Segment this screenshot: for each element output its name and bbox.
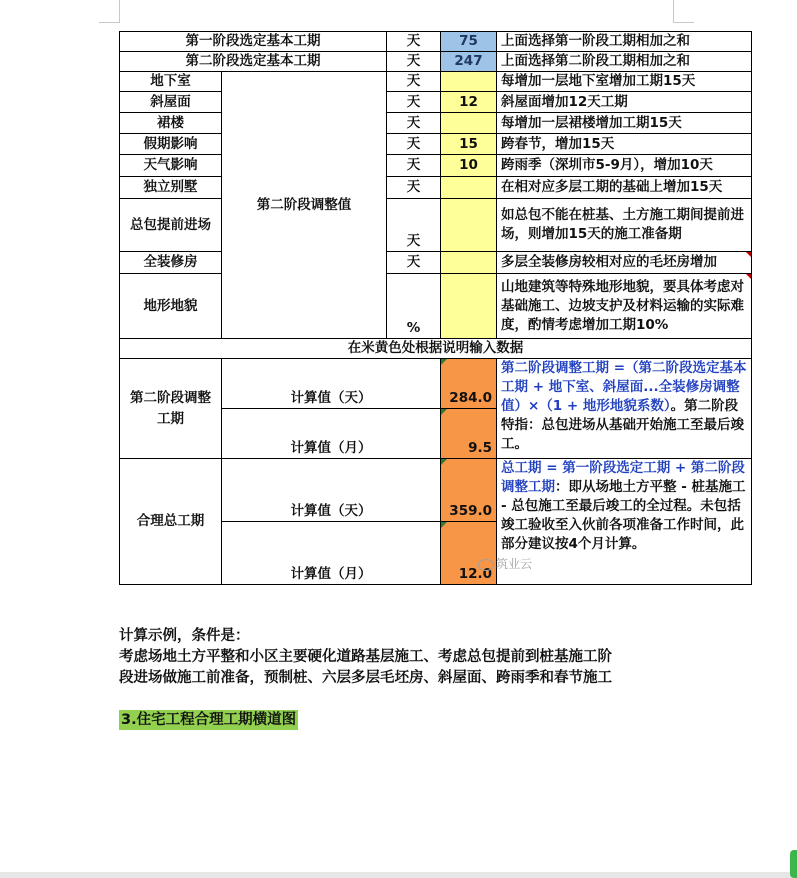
side-widget[interactable] — [790, 850, 797, 878]
watermark-text: 筑业云 — [496, 557, 533, 571]
chat-bubble-icon — [478, 559, 494, 571]
unit-cell: 天 — [387, 72, 441, 92]
unit-cell: 天 — [387, 177, 441, 199]
calc-label: 计算值（月） — [222, 522, 441, 585]
table-row — [120, 155, 752, 177]
row-label: 第一阶段选定基本工期 — [120, 32, 387, 52]
desc-cell: 斜屋面增加12天工期 — [497, 92, 752, 113]
table-row — [120, 32, 752, 52]
unit-cell: 天 — [387, 134, 441, 155]
input-cell[interactable]: 12 — [441, 92, 497, 113]
unit-cell: 天 — [387, 92, 441, 113]
row-label: 独立别墅 — [120, 177, 222, 199]
input-cell[interactable]: 15 — [441, 134, 497, 155]
table-row — [120, 72, 752, 92]
row-label: 假期影响 — [120, 134, 222, 155]
cell-marker — [441, 522, 447, 528]
cell-marker — [441, 459, 447, 465]
unit-cell: % — [387, 274, 441, 339]
page-corner-mark-right — [673, 0, 694, 23]
input-cell[interactable] — [441, 72, 497, 92]
table-row — [120, 252, 752, 274]
input-cell[interactable] — [441, 199, 497, 252]
table-row — [120, 459, 752, 522]
table-row — [120, 339, 752, 359]
desc-cell: 在相对应多层工期的基础上增加15天 — [497, 177, 752, 199]
total-formula: 总工期 = 第一阶段选定工期 + 第二阶段调整工期 — [501, 460, 745, 495]
cell-marker — [441, 409, 447, 415]
watermark — [478, 555, 532, 572]
desc-cell: 如总包不能在桩基、土方施工期间提前进场，则增加15天的施工准备期 — [497, 199, 752, 252]
desc-cell: 山地建筑等特殊地形地貌，要具体考虑对基础施工、边坡支护及材料运输的实际难度，酌情考虑增加工期10% — [497, 274, 752, 339]
calc-label: 计算值（天） — [222, 359, 441, 409]
cell-marker — [441, 359, 447, 365]
unit-cell: 天 — [387, 32, 441, 52]
desc-cell: 上面选择第一阶段工期相加之和 — [497, 32, 752, 52]
example-notes — [119, 626, 719, 689]
desc-cell: 跨雨季（深圳市5-9月），增加10天 — [497, 155, 752, 177]
total-note — [497, 459, 752, 585]
table-row — [120, 274, 752, 339]
desc-cell: 多层全装修房较相对应的毛坯房增加 — [497, 252, 752, 274]
row-label: 裙楼 — [120, 113, 222, 134]
table-row — [120, 52, 752, 72]
calc-value — [441, 359, 497, 409]
notes-line: 段进场做施工前准备，预制桩、六层多层毛坯房、斜屋面、跨雨季和春节施工 — [119, 670, 612, 686]
row-label: 斜屋面 — [120, 92, 222, 113]
table-row — [120, 113, 752, 134]
input-cell[interactable] — [441, 113, 497, 134]
calc-value — [441, 459, 497, 522]
table-row — [120, 177, 752, 199]
unit-cell: 天 — [387, 199, 441, 252]
input-cell[interactable] — [441, 252, 497, 274]
value-cell[interactable]: 75 — [441, 32, 497, 52]
page-bottom-edge — [0, 872, 797, 878]
unit-cell: 天 — [387, 113, 441, 134]
calc-value-text: 284.0 — [449, 390, 492, 406]
row-label: 总包提前进场 — [120, 199, 222, 252]
row-label: 全装修房 — [120, 252, 222, 274]
calc-value-text: 9.5 — [468, 440, 492, 456]
input-cell[interactable] — [441, 274, 497, 339]
unit-cell: 天 — [387, 52, 441, 72]
desc-cell: 每增加一层裙楼增加工期15天 — [497, 113, 752, 134]
calc-value — [441, 409, 497, 459]
calc-value — [441, 522, 497, 585]
calc-label: 计算值（天） — [222, 459, 441, 522]
calc-value-text: 359.0 — [449, 503, 492, 519]
stage2-label: 第二阶段调整工期 — [120, 359, 222, 459]
desc-cell: 跨春节，增加15天 — [497, 134, 752, 155]
table-row — [120, 134, 752, 155]
page-corner-mark-left — [99, 0, 120, 23]
schedule-table — [119, 31, 752, 585]
table-row — [120, 92, 752, 113]
total-explain: ：即从场地土方平整 - 桩基施工 - 总包施工至最后竣工的全过程。未包括竣工验收至入伙前各项准备工作时间，此部分建议按4个月计算。 — [501, 479, 746, 552]
desc-cell: 上面选择第二阶段工期相加之和 — [497, 52, 752, 72]
total-label: 合理总工期 — [120, 459, 222, 585]
table-row — [120, 359, 752, 409]
row-label: 地下室 — [120, 72, 222, 92]
stage2-explain: 。第二阶段特指：总包进场从基础开始施工至最后竣工。 — [501, 398, 744, 452]
row-label: 第二阶段选定基本工期 — [120, 52, 387, 72]
table-row — [120, 199, 752, 252]
value-cell[interactable]: 247 — [441, 52, 497, 72]
calc-label: 计算值（月） — [222, 409, 441, 459]
calc-value-text: 12.0 — [458, 566, 492, 582]
stage2-formula: 第二阶段调整工期 =（第二阶段选定基本工期 + 地下室、斜屋面...全装修房调整值）×（1 + 地形地貌系数） — [501, 360, 747, 414]
input-cell[interactable]: 10 — [441, 155, 497, 177]
row-label: 地形地貌 — [120, 274, 222, 339]
input-cell[interactable] — [441, 177, 497, 199]
input-hint: 在米黄色处根据说明输入数据 — [120, 339, 752, 359]
unit-cell: 天 — [387, 155, 441, 177]
stage2-note — [497, 359, 752, 459]
row-label: 天气影响 — [120, 155, 222, 177]
notes-line: 考虑场地土方平整和小区主要硬化道路基层施工、考虑总包提前到桩基施工阶 — [119, 649, 612, 665]
adjust-group-label: 第二阶段调整值 — [222, 72, 387, 339]
desc-cell: 每增加一层地下室增加工期15天 — [497, 72, 752, 92]
unit-cell: 天 — [387, 252, 441, 274]
section-heading: 3.住宅工程合理工期横道图 — [121, 712, 297, 728]
notes-line: 计算示例，条件是： — [119, 628, 250, 644]
